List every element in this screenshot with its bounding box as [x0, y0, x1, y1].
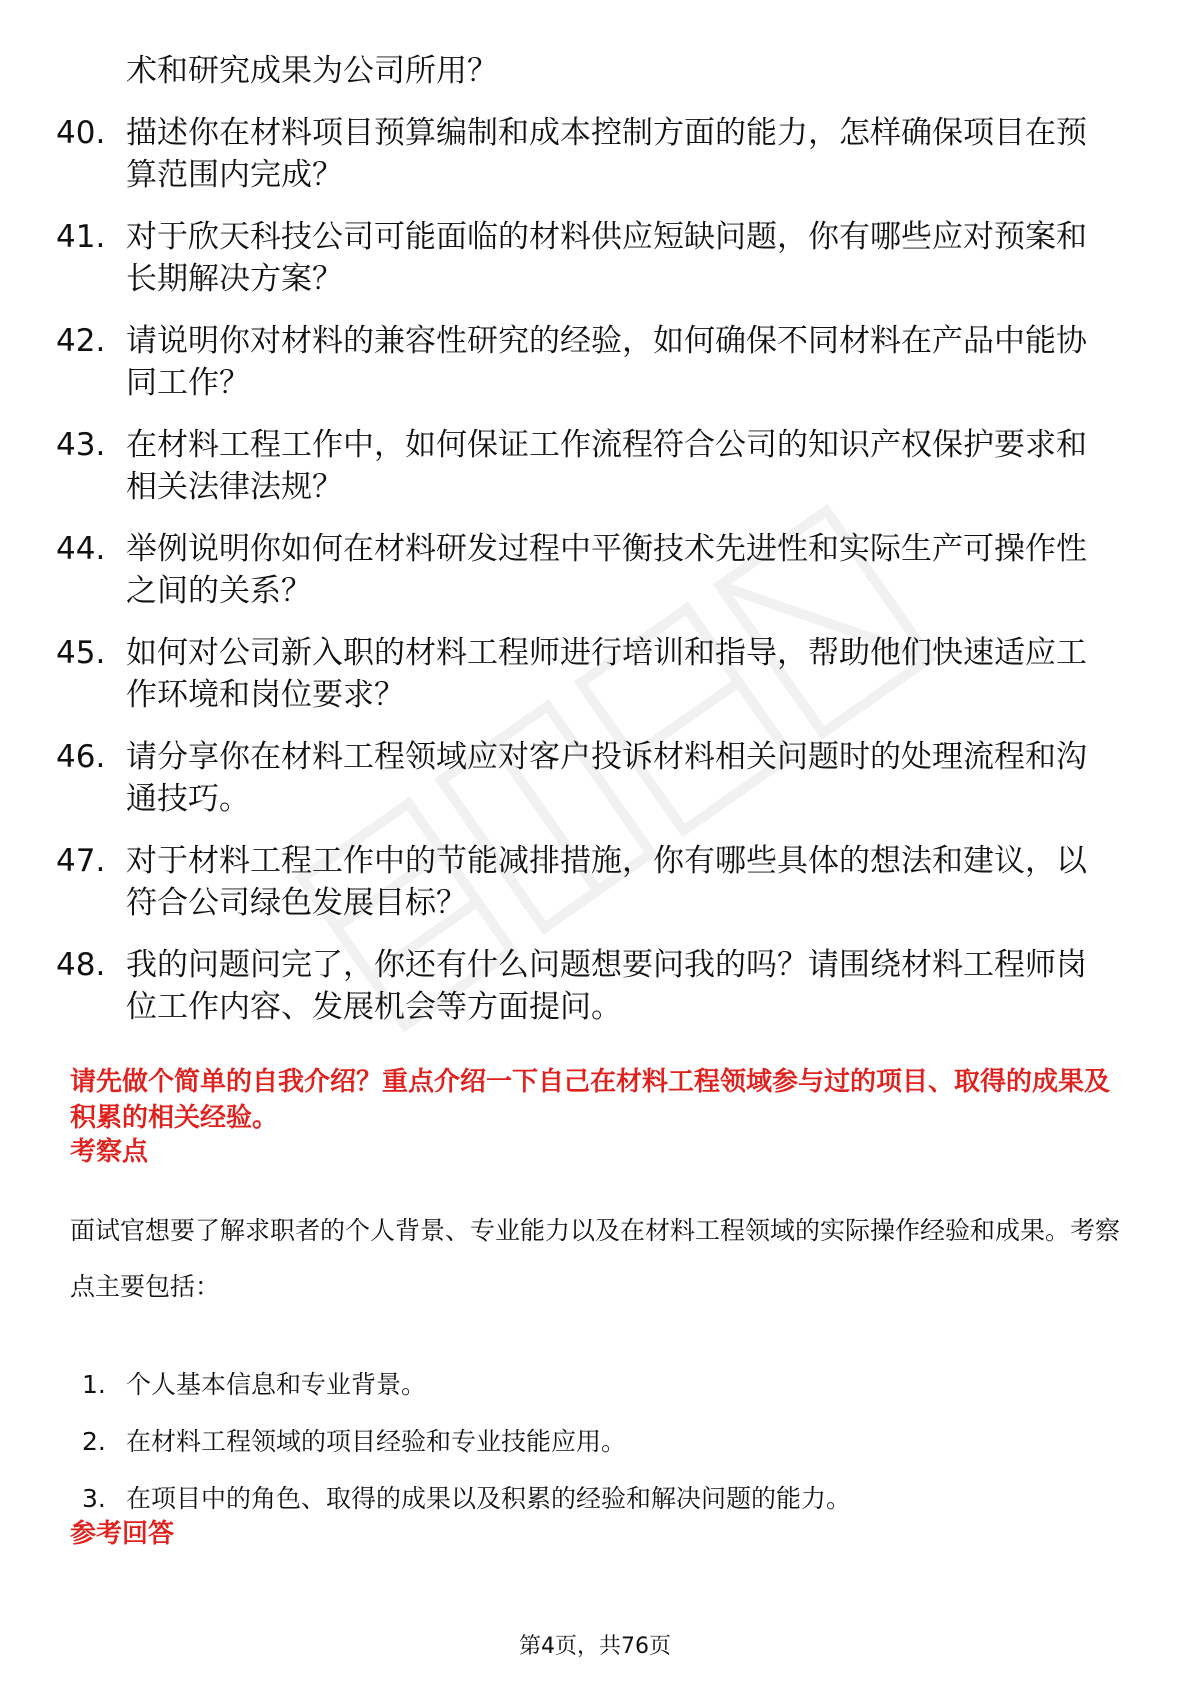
kaocha-point-number: 1. — [82, 1370, 106, 1399]
kaocha-point-number: 2. — [82, 1427, 106, 1456]
question-item — [56, 216, 1116, 300]
question-text: 举例说明你如何在材料研发过程中平衡技术先进性和实际生产可操作性之间的关系？ — [126, 531, 1087, 609]
question-text: 描述你在材料项目预算编制和成本控制方面的能力，怎样确保项目在预算范围内完成？ — [126, 115, 1087, 193]
question-text: 对于欣天科技公司可能面临的材料供应短缺问题，你有哪些应对预案和长期解决方案？ — [126, 219, 1087, 297]
question-number: 46. — [56, 739, 106, 775]
question-text: 请说明你对材料的兼容性研究的经验，如何确保不同材料在产品中能协同工作？ — [126, 323, 1087, 401]
question-text: 我的问题问完了，你还有什么问题想要问我的吗？请围绕材料工程师岗位工作内容、发展机会等方面提问。 — [126, 947, 1087, 1025]
kaocha-point-text: 在材料工程领域的项目经验和专业技能应用。 — [126, 1427, 627, 1456]
question-number: 45. — [56, 635, 106, 671]
section-title-kaocha: 考察点 — [70, 1137, 149, 1167]
question-item — [56, 528, 1116, 612]
highlight-question: 请先做个简单的自我介绍？重点介绍一下自己在材料工程领域参与过的项目、取得的成果及积累的相关经验。 — [70, 1067, 1111, 1133]
question-number: 44. — [56, 531, 106, 567]
kaocha-points-list — [82, 1367, 1082, 1538]
kaocha-point-text: 在项目中的角色、取得的成果以及积累的经验和解决问题的能力。 — [126, 1484, 852, 1513]
question-item — [56, 736, 1116, 820]
kaocha-point — [82, 1424, 1082, 1481]
question-item — [56, 632, 1116, 716]
question-text: 如何对公司新入职的材料工程师进行培训和指导，帮助他们快速适应工作环境和岗位要求？ — [126, 635, 1087, 713]
question-number: 42. — [56, 323, 106, 359]
question-text: 术和研究成果为公司所用？ — [126, 53, 498, 89]
question-item — [56, 840, 1116, 924]
kaocha-point-text: 个人基本信息和专业背景。 — [126, 1370, 427, 1399]
question-number: 47. — [56, 843, 106, 879]
kaocha-point — [82, 1367, 1082, 1424]
question-item — [56, 112, 1116, 196]
question-number: 48. — [56, 947, 106, 983]
section-title-answer: 参考回答 — [70, 1519, 175, 1549]
question-number: 41. — [56, 219, 106, 255]
question-text: 在材料工程工作中，如何保证工作流程符合公司的知识产权保护要求和相关法律法规？ — [126, 427, 1087, 505]
question-list — [56, 50, 1116, 1048]
question-item — [56, 320, 1116, 404]
question-number: 40. — [56, 115, 106, 151]
question-item — [56, 424, 1116, 508]
kaocha-point — [82, 1481, 1082, 1538]
question-text: 对于材料工程工作中的节能减排措施，你有哪些具体的想法和建议，以符合公司绿色发展目标？ — [126, 843, 1087, 921]
kaocha-paragraph: 面试官想要了解求职者的个人背景、专业能力以及在材料工程领域的实际操作经验和成果。考察点主要包括： — [70, 1216, 1121, 1301]
question-item — [56, 944, 1116, 1028]
question-text: 请分享你在材料工程领域应对客户投诉材料相关问题时的处理流程和沟通技巧。 — [126, 739, 1087, 817]
question-item — [56, 50, 1116, 92]
question-number: 43. — [56, 427, 106, 463]
page-footer: 第4页，共76页 — [519, 1634, 671, 1659]
kaocha-point-number: 3. — [82, 1484, 106, 1513]
